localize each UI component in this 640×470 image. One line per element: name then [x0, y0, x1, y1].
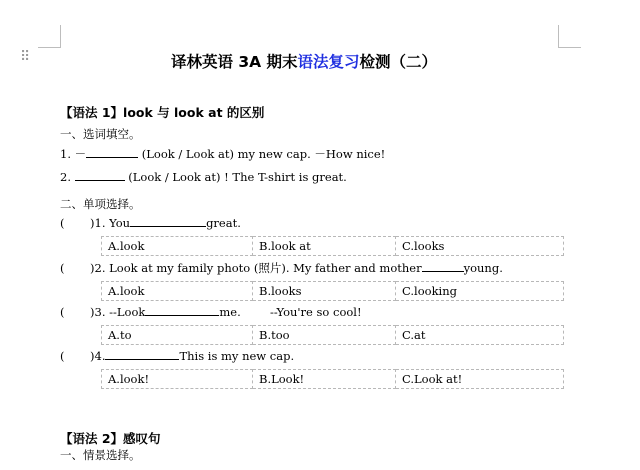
option-c[interactable]: C.looking	[396, 282, 564, 301]
option-b[interactable]: B.Look!	[253, 370, 396, 389]
paren-close: )	[90, 349, 95, 363]
fill-item-2	[60, 169, 347, 184]
page-corner-mark-left	[38, 25, 61, 48]
fill-text: (Look / Look at) ! The T-shirt is great.	[128, 170, 347, 184]
answer-blank[interactable]	[130, 215, 206, 227]
paren-close: )	[90, 216, 95, 230]
answer-paren[interactable]: (	[60, 305, 65, 319]
option-a[interactable]: A.to	[102, 326, 253, 345]
option-a[interactable]: A.look!	[102, 370, 253, 389]
question-text: 4.	[94, 349, 106, 363]
answer-blank[interactable]	[145, 304, 219, 316]
option-b[interactable]: B.look at	[253, 237, 396, 256]
question-text-after: This is my new cap.	[179, 349, 295, 363]
answer-blank[interactable]	[75, 169, 125, 181]
paren-close: )	[90, 305, 95, 319]
question-3	[60, 304, 362, 319]
fill-number: 1.	[60, 147, 71, 161]
title-part2: 检测（二）	[359, 53, 438, 71]
title-part1: 译林英语 3A 期末	[170, 53, 298, 71]
option-a[interactable]: A.look	[102, 282, 253, 301]
section1-part1-heading: 一、选词填空。	[60, 127, 141, 141]
document-title	[0, 50, 608, 72]
option-b[interactable]: B.too	[253, 326, 396, 345]
fill-text: (Look / Look at) my new cap. －How nice!	[141, 147, 386, 161]
answer-paren[interactable]: (	[60, 216, 65, 230]
question-text-after: great.	[206, 216, 241, 230]
options-table-2	[101, 281, 564, 301]
question-text: 3. --Look	[94, 305, 146, 319]
question-text: 2. Look at my family photo (照片). My father and mother	[94, 261, 422, 275]
question-text-after: me. --You're so cool!	[219, 305, 362, 319]
answer-paren[interactable]: (	[60, 349, 65, 363]
options-table-4	[101, 369, 564, 389]
section1-heading: 【语法 1】look 与 look at 的区别	[60, 105, 265, 120]
fill-number: 2.	[60, 170, 71, 184]
option-c[interactable]: C.looks	[396, 237, 564, 256]
answer-blank[interactable]	[422, 260, 464, 272]
option-c[interactable]: C.Look at!	[396, 370, 564, 389]
section2-heading: 【语法 2】感叹句	[60, 431, 161, 446]
option-a[interactable]: A.look	[102, 237, 253, 256]
drag-handle-icon[interactable]: ⠿	[20, 49, 32, 65]
page-corner-mark-right	[558, 25, 581, 48]
option-b[interactable]: B.looks	[253, 282, 396, 301]
question-text: 1. You	[94, 216, 131, 230]
title-highlight: 语法复习	[297, 53, 360, 71]
fill-prefix: －	[74, 147, 87, 161]
answer-paren[interactable]: (	[60, 261, 65, 275]
answer-blank[interactable]	[86, 146, 138, 158]
section1-part2-heading: 二、单项选择。	[60, 197, 141, 211]
fill-item-1	[60, 146, 385, 162]
question-4	[60, 348, 294, 363]
paren-close: )	[90, 261, 95, 275]
question-2	[60, 260, 503, 276]
options-table-1	[101, 236, 564, 256]
option-c[interactable]: C.at	[396, 326, 564, 345]
section2-part1-heading: 一、情景选择。	[60, 448, 141, 462]
question-1	[60, 215, 241, 230]
options-table-3	[101, 325, 564, 345]
question-text-after: young.	[463, 261, 503, 275]
answer-blank[interactable]	[105, 348, 179, 360]
